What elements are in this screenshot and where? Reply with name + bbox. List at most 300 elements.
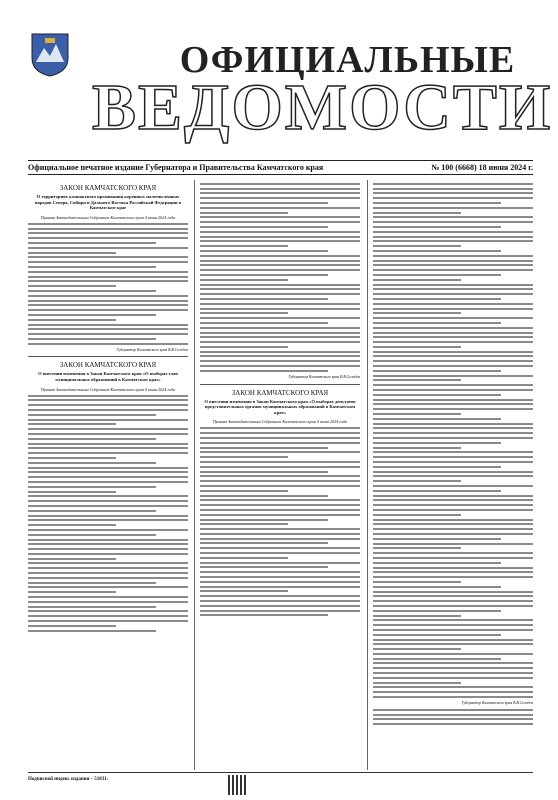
text-line	[373, 442, 501, 444]
law-2-subject: О внесении изменения в Закон Камчатского края «О выборах глав муниципальных образований в Камчатском крае»	[38, 371, 178, 382]
law-2-signature: Губернатор Камчатского края В.В.Солодов	[288, 374, 360, 379]
text-line	[28, 409, 188, 411]
text-line	[373, 346, 461, 348]
text-line	[373, 432, 533, 434]
text-line	[373, 423, 533, 425]
text-line	[28, 333, 188, 335]
text-line	[373, 490, 501, 492]
text-line	[373, 696, 533, 698]
law-1-body	[28, 223, 188, 345]
text-line	[28, 620, 188, 622]
text-line	[28, 452, 188, 454]
text-line	[200, 451, 360, 453]
text-line	[28, 606, 156, 608]
text-line	[373, 332, 533, 334]
text-line	[28, 433, 188, 435]
text-line	[373, 581, 461, 583]
text-line	[200, 240, 360, 242]
text-line	[373, 543, 533, 545]
text-line	[200, 562, 360, 564]
text-line	[373, 255, 533, 257]
text-line	[373, 260, 533, 262]
text-line	[200, 212, 288, 214]
text-line	[373, 351, 533, 353]
text-line	[373, 360, 533, 362]
text-line	[373, 682, 461, 684]
text-line	[28, 324, 188, 326]
text-line	[200, 552, 360, 554]
text-line	[28, 572, 188, 574]
text-line	[200, 528, 360, 530]
text-line	[28, 247, 188, 249]
text-line	[373, 718, 533, 720]
divider	[28, 356, 188, 357]
text-line	[373, 192, 533, 194]
text-line	[373, 375, 533, 377]
text-line	[200, 466, 360, 468]
text-line	[200, 605, 360, 607]
column-1	[28, 180, 188, 770]
text-line	[200, 355, 360, 357]
text-line	[373, 519, 533, 521]
text-line	[28, 261, 188, 263]
text-line	[373, 523, 533, 525]
text-line	[373, 207, 533, 209]
law-3-adopted: Принят Законодательным Собранием Камчатского края 4 июня 2024 года	[212, 419, 348, 425]
text-line	[373, 595, 533, 597]
text-line	[28, 319, 116, 321]
text-line	[28, 486, 156, 488]
text-line	[28, 271, 188, 273]
text-line	[373, 615, 461, 617]
text-line	[200, 437, 360, 439]
text-line	[200, 490, 288, 492]
text-line	[373, 221, 533, 223]
text-line	[373, 312, 461, 314]
text-line	[200, 308, 360, 310]
text-line	[373, 691, 533, 693]
text-line	[200, 341, 360, 343]
text-line	[200, 557, 288, 559]
text-line	[373, 197, 533, 199]
text-line	[373, 714, 533, 716]
text-line	[200, 461, 360, 463]
text-line	[373, 389, 533, 391]
text-line	[28, 534, 156, 536]
law-3-body-tail	[373, 709, 533, 725]
text-line	[28, 495, 188, 497]
text-line	[28, 567, 188, 569]
text-line	[373, 384, 533, 386]
text-line	[200, 504, 360, 506]
text-line	[373, 557, 533, 559]
text-line	[28, 596, 188, 598]
text-line	[200, 590, 288, 592]
text-line	[373, 509, 533, 511]
text-line	[373, 327, 533, 329]
footer	[28, 772, 533, 797]
text-line	[200, 370, 328, 372]
text-line	[373, 284, 533, 286]
text-line	[373, 667, 533, 669]
text-line	[200, 226, 328, 228]
text-line	[200, 538, 360, 540]
text-line	[373, 619, 533, 621]
text-line	[373, 547, 461, 549]
text-line	[200, 471, 328, 473]
text-line	[200, 255, 360, 257]
text-line	[28, 228, 188, 230]
text-line	[373, 639, 533, 641]
text-line	[28, 438, 156, 440]
qr-code-icon	[228, 775, 248, 795]
text-line	[373, 538, 501, 540]
text-line	[373, 245, 461, 247]
masthead	[0, 0, 558, 170]
text-line	[28, 515, 188, 517]
text-line	[200, 542, 328, 544]
text-line	[28, 543, 188, 545]
text-line	[200, 317, 360, 319]
text-line	[373, 624, 533, 626]
text-line	[200, 495, 328, 497]
text-line	[28, 395, 188, 397]
text-line	[28, 314, 156, 316]
text-line	[373, 672, 533, 674]
text-line	[373, 528, 533, 530]
text-line	[373, 471, 533, 473]
text-line	[373, 403, 533, 405]
text-line	[373, 480, 461, 482]
text-line	[373, 250, 501, 252]
text-line	[373, 394, 501, 396]
text-line	[200, 322, 328, 324]
text-line	[373, 723, 533, 725]
text-line	[373, 567, 533, 569]
column-3	[373, 180, 533, 770]
text-line	[200, 250, 328, 252]
text-line	[28, 457, 116, 459]
text-line	[28, 510, 156, 512]
masthead-subline	[28, 160, 533, 175]
text-line	[28, 423, 116, 425]
text-line	[373, 456, 533, 458]
text-line	[200, 547, 360, 549]
column-rule	[367, 180, 368, 770]
text-line	[373, 370, 501, 372]
text-line	[373, 226, 501, 228]
text-line	[200, 269, 360, 271]
text-line	[28, 295, 188, 297]
text-line	[373, 653, 533, 655]
text-line	[28, 280, 188, 282]
masthead-title-top: ОФИЦИАЛЬНЫЕ	[179, 39, 516, 81]
text-line	[373, 447, 461, 449]
text-line	[28, 519, 188, 521]
text-line	[28, 276, 188, 278]
text-line	[200, 207, 360, 209]
text-line	[373, 427, 533, 429]
text-line	[373, 562, 501, 564]
text-line	[373, 298, 501, 300]
text-line	[200, 523, 288, 525]
text-line	[373, 658, 501, 660]
law-1-subject: О территориях компактного проживания коренных малочисленных народов Севера, Сибири и Дальнего Востока Российской Федерации в Камчатском крае	[34, 194, 182, 211]
text-line	[28, 524, 116, 526]
text-line	[200, 519, 328, 521]
text-line	[373, 269, 533, 271]
text-line	[200, 600, 360, 602]
text-line	[373, 274, 501, 276]
text-line	[200, 480, 360, 482]
text-line	[200, 475, 360, 477]
text-line	[28, 223, 188, 225]
text-line	[28, 500, 188, 502]
text-line	[28, 529, 188, 531]
text-line	[28, 338, 156, 340]
text-line	[373, 336, 533, 338]
subscription-index: Подписной индекс издания – 51831.	[28, 777, 109, 782]
text-line	[373, 317, 533, 319]
text-line	[28, 558, 116, 560]
text-line	[200, 365, 360, 367]
text-line	[373, 308, 533, 310]
text-line	[28, 553, 188, 555]
text-line	[200, 279, 288, 281]
text-line	[373, 399, 533, 401]
text-line	[200, 514, 360, 516]
text-line	[373, 709, 533, 711]
text-line	[200, 360, 360, 362]
text-line	[373, 466, 501, 468]
divider	[200, 384, 360, 385]
text-line	[200, 499, 360, 501]
text-line	[373, 216, 533, 218]
law-2-title: ЗАКОН КАМЧАТСКОГО КРАЯ	[59, 361, 157, 370]
text-line	[373, 288, 533, 290]
text-line	[373, 662, 533, 664]
law-3-title: ЗАКОН КАМЧАТСКОГО КРАЯ	[231, 388, 329, 397]
text-line	[200, 336, 360, 338]
text-line	[200, 221, 360, 223]
text-line	[373, 686, 533, 688]
article-columns	[28, 180, 533, 770]
text-line	[373, 322, 501, 324]
text-line	[200, 274, 328, 276]
text-line	[200, 298, 328, 300]
text-line	[373, 504, 533, 506]
text-line	[373, 485, 533, 487]
text-line	[28, 562, 188, 564]
text-line	[200, 586, 360, 588]
text-line	[373, 413, 461, 415]
law-3-signature: Губернатор Камчатского края В.В.Солодов	[461, 701, 533, 706]
text-line	[28, 443, 188, 445]
text-line	[200, 327, 360, 329]
text-line	[200, 533, 360, 535]
text-line	[373, 418, 501, 420]
text-line	[200, 197, 360, 199]
text-line	[28, 399, 188, 401]
text-line	[373, 591, 533, 593]
text-line	[373, 437, 533, 439]
text-line	[200, 346, 288, 348]
column-2	[200, 180, 360, 770]
text-line	[373, 499, 533, 501]
text-line	[28, 462, 156, 464]
text-line	[373, 293, 533, 295]
text-line	[373, 495, 533, 497]
text-line	[200, 264, 360, 266]
law-1-adopted: Принят Законодательным Собранием Камчатского края 4 июня 2024 года	[40, 214, 176, 220]
text-line	[200, 332, 360, 334]
text-line	[200, 432, 360, 434]
text-line	[373, 600, 533, 602]
text-line	[28, 447, 188, 449]
text-line	[200, 288, 360, 290]
text-line	[200, 192, 360, 194]
text-line	[200, 216, 360, 218]
text-line	[373, 240, 533, 242]
text-line	[373, 264, 533, 266]
text-line	[373, 365, 533, 367]
issue-number: № 100 (6668) 18 июня 2024 г.	[431, 163, 533, 172]
text-line	[28, 237, 188, 239]
law-3-body-continued	[373, 183, 533, 698]
text-line	[373, 379, 461, 381]
text-line	[28, 232, 188, 234]
text-line	[28, 476, 188, 478]
text-line	[28, 304, 188, 306]
text-line	[28, 610, 188, 612]
text-line	[28, 290, 156, 292]
text-line	[373, 475, 533, 477]
text-line	[28, 300, 188, 302]
text-line	[28, 328, 188, 330]
text-line	[373, 461, 533, 463]
text-line	[200, 427, 360, 429]
text-line	[28, 491, 116, 493]
text-line	[28, 285, 116, 287]
text-line	[373, 629, 533, 631]
text-line	[28, 467, 188, 469]
text-line	[28, 309, 188, 311]
text-line	[28, 266, 156, 268]
text-line	[373, 279, 461, 281]
column-rule	[194, 180, 195, 770]
footer-subscription	[28, 776, 218, 782]
law-2-body	[28, 395, 188, 632]
text-line	[200, 566, 328, 568]
text-line	[200, 614, 328, 616]
law-2-adopted: Принят Законодательным Собранием Камчатского края 4 июня 2024 года	[40, 386, 176, 392]
text-line	[28, 586, 188, 588]
text-line	[28, 404, 188, 406]
law-2-body-continued	[200, 183, 360, 372]
text-line	[200, 260, 360, 262]
text-line	[373, 188, 533, 190]
text-line	[28, 615, 188, 617]
text-line	[200, 456, 288, 458]
text-line	[373, 451, 533, 453]
text-line	[200, 202, 328, 204]
text-line	[373, 552, 533, 554]
text-line	[28, 630, 156, 632]
text-line	[200, 188, 360, 190]
text-line	[373, 677, 533, 679]
text-line	[200, 245, 288, 247]
text-line	[200, 447, 328, 449]
text-line	[28, 252, 116, 254]
text-line	[200, 284, 360, 286]
text-line	[28, 256, 188, 258]
text-line	[373, 408, 533, 410]
coat-of-arms-icon	[30, 32, 70, 78]
text-line	[373, 514, 461, 516]
text-line	[200, 576, 360, 578]
text-line	[373, 605, 533, 607]
text-line	[200, 442, 360, 444]
text-line	[373, 533, 533, 535]
text-line	[373, 303, 533, 305]
text-line	[373, 183, 533, 185]
publication-subtitle: Официальное печатное издание Губернатора и Правительства Камчатского края	[28, 163, 324, 172]
text-line	[28, 414, 156, 416]
text-line	[28, 343, 188, 345]
text-line	[200, 571, 360, 573]
text-line	[28, 505, 188, 507]
masthead-title-main: ВЕДОМОСТИ	[92, 71, 553, 144]
text-line	[373, 586, 501, 588]
text-line	[373, 341, 533, 343]
text-line	[28, 601, 188, 603]
text-line	[200, 231, 360, 233]
text-line	[373, 202, 501, 204]
law-3-subject: О внесении изменения в Закон Камчатского края «О выборах депутатов представительных органов муниципальных образований в Камчатском крае»	[204, 398, 356, 415]
text-line	[200, 485, 360, 487]
text-line	[373, 643, 533, 645]
text-line	[373, 648, 461, 650]
text-line	[200, 293, 360, 295]
text-line	[28, 242, 156, 244]
text-line	[200, 312, 288, 314]
text-line	[28, 419, 188, 421]
text-line	[373, 231, 533, 233]
text-line	[28, 582, 156, 584]
text-line	[373, 634, 501, 636]
text-line	[200, 509, 360, 511]
text-line	[28, 481, 188, 483]
text-line	[200, 183, 360, 185]
text-line	[28, 591, 116, 593]
law-3-body	[200, 427, 360, 616]
text-line	[373, 236, 533, 238]
text-line	[200, 595, 360, 597]
text-line	[28, 428, 188, 430]
text-line	[28, 548, 188, 550]
text-line	[28, 577, 188, 579]
text-line	[200, 351, 360, 353]
text-line	[373, 610, 501, 612]
text-line	[200, 581, 360, 583]
text-line	[373, 576, 533, 578]
text-line	[200, 236, 360, 238]
text-line	[373, 571, 533, 573]
text-line	[28, 539, 188, 541]
text-line	[200, 303, 360, 305]
text-line	[373, 212, 461, 214]
law-1-signature: Губернатор Камчатского края В.В.Солодов	[116, 347, 188, 352]
